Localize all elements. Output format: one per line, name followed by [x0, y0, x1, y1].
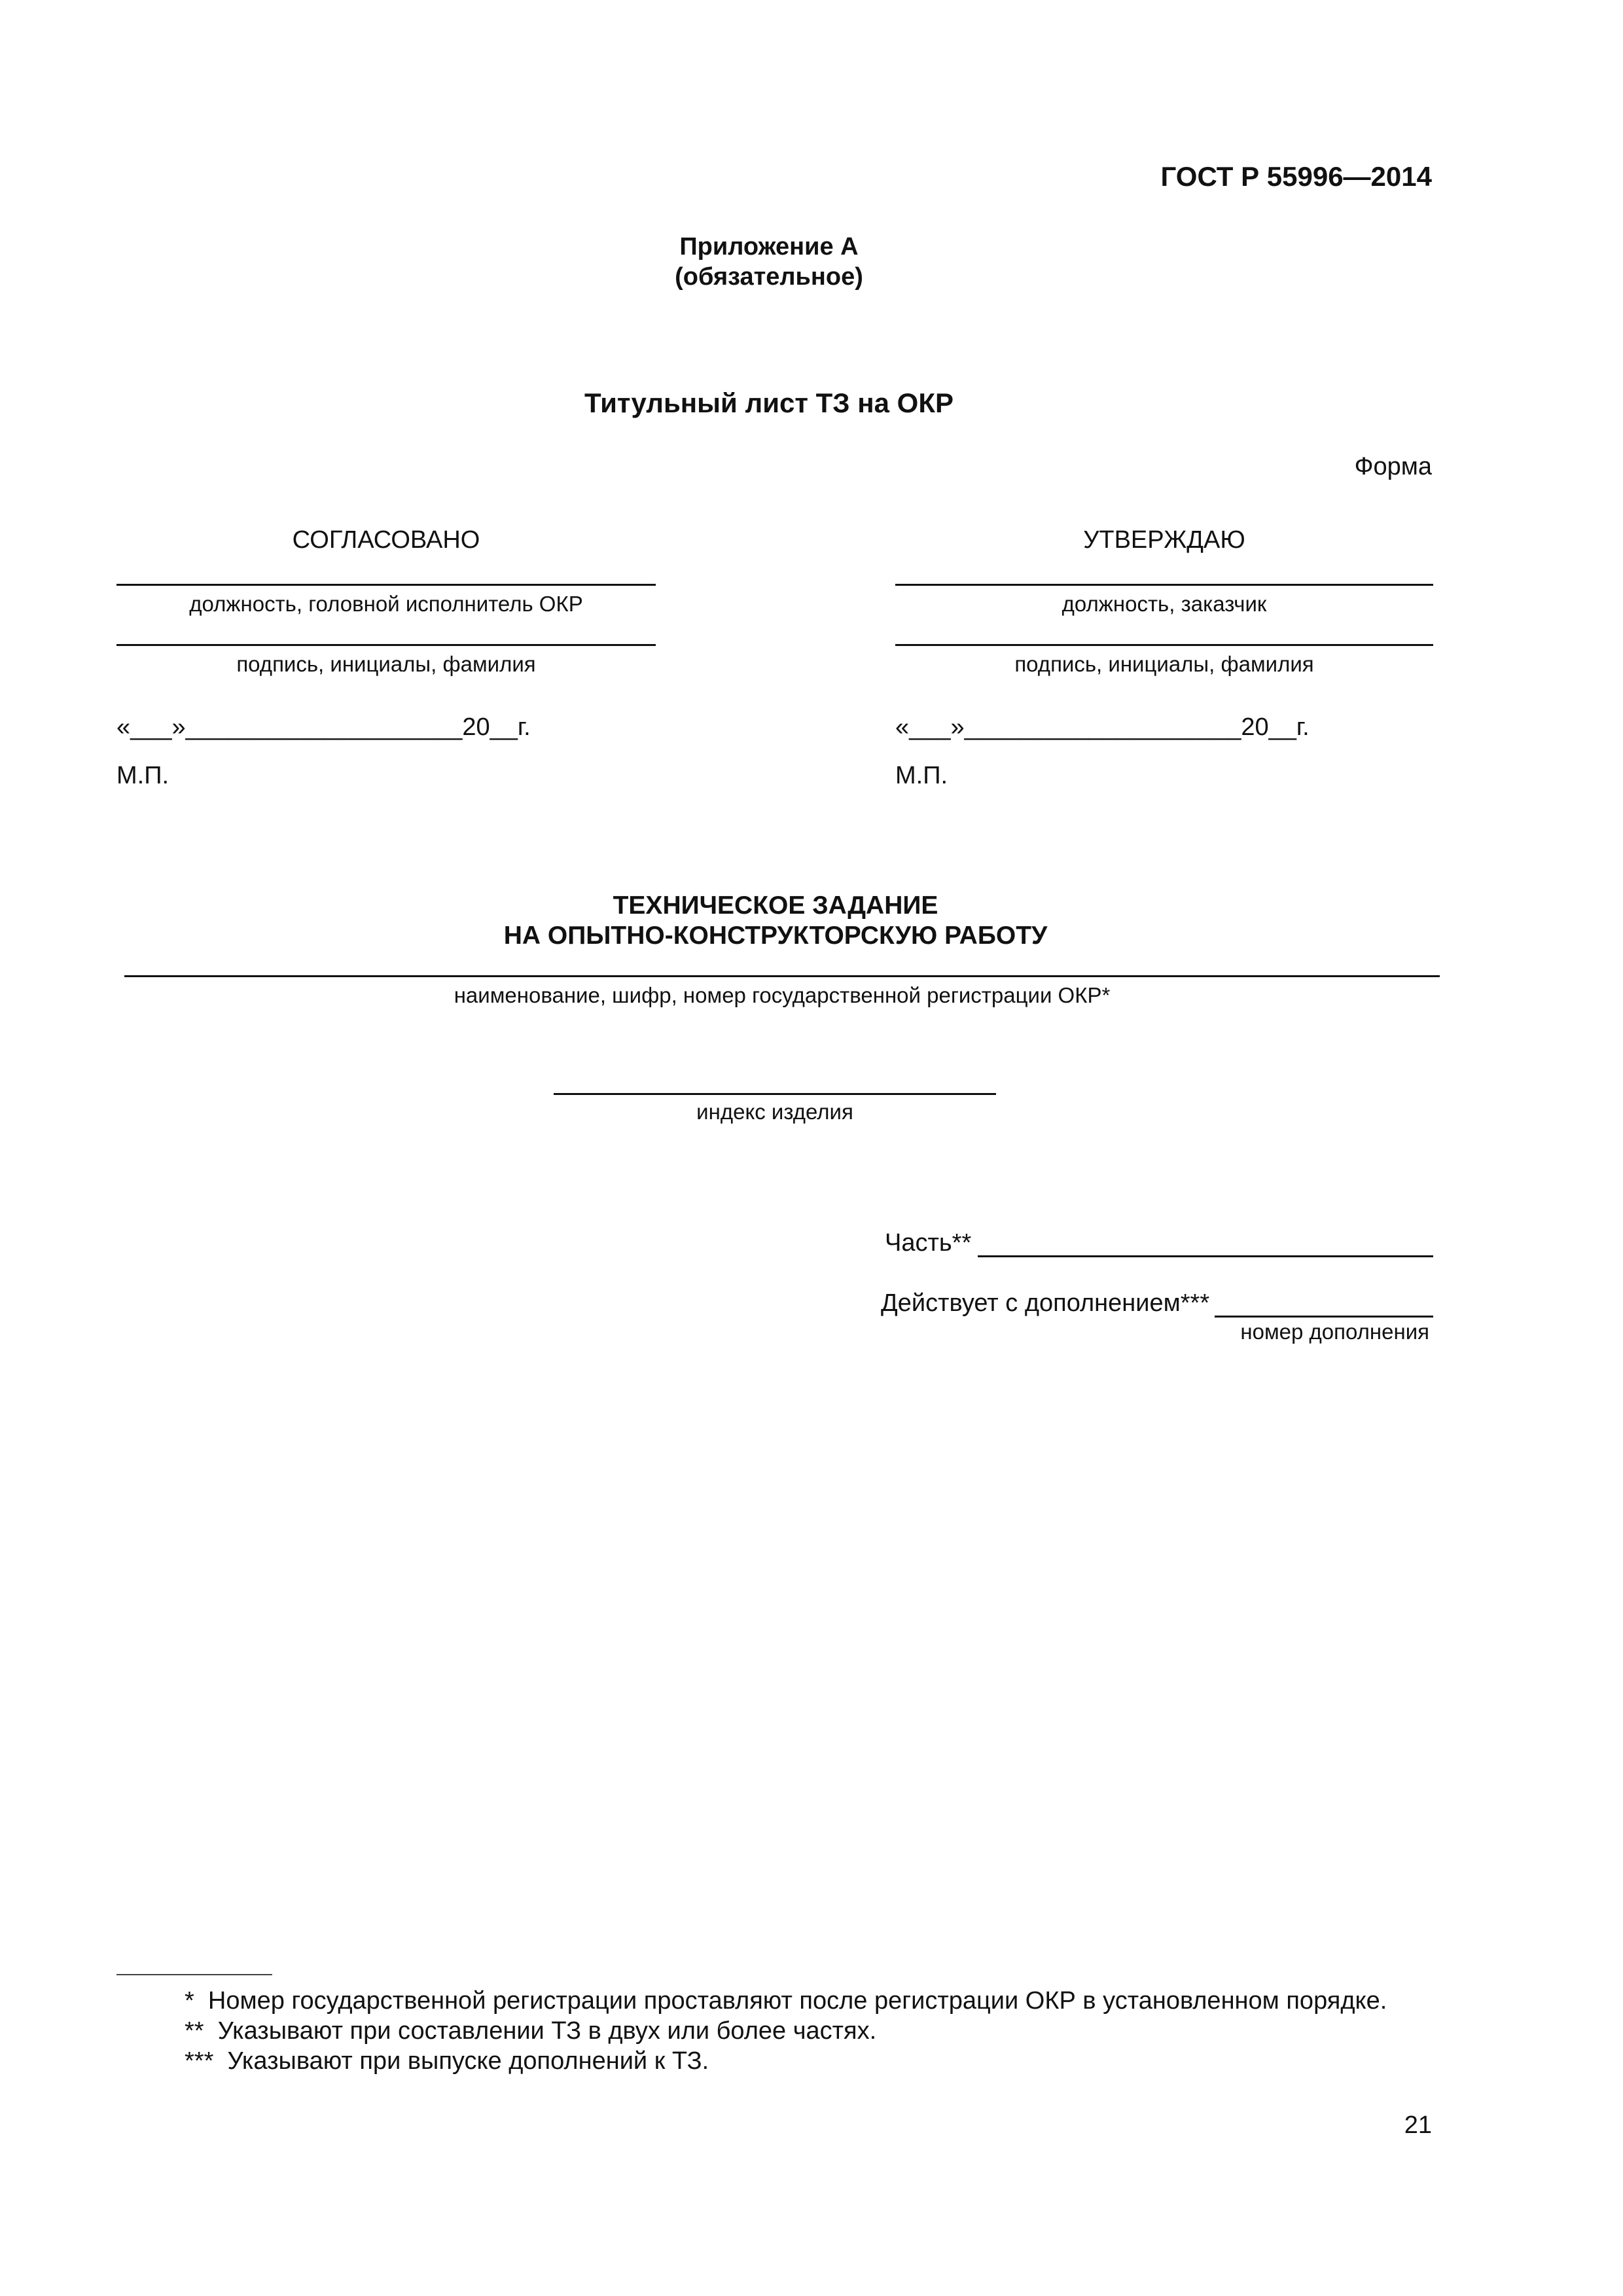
left-date-line[interactable]: «___»____________________20__г. — [116, 713, 531, 741]
right-date-line[interactable]: «___»____________________20__г. — [895, 713, 1310, 741]
left-seal: М.П. — [116, 762, 169, 789]
left-signature-line[interactable] — [116, 644, 656, 646]
footnote-mark: *** — [185, 2047, 214, 2075]
name-line[interactable] — [124, 975, 1440, 977]
part-label: Часть** — [885, 1229, 972, 1257]
right-seal: М.П. — [895, 762, 948, 789]
footnote-text: Номер государственной регистрации проставляют после регистрации ОКР в установленном порядке. — [207, 1987, 1387, 2015]
appendix-status: (обязательное) — [675, 263, 863, 291]
supplement-line[interactable] — [1215, 1316, 1433, 1318]
left-position-line[interactable] — [116, 584, 656, 586]
document-title-line1: ТЕХНИЧЕСКОЕ ЗАДАНИЕ — [613, 891, 938, 920]
footnote-text: Указывают при выпуске дополнений к ТЗ. — [227, 2047, 709, 2075]
footnote-2 — [185, 2017, 876, 2045]
part-line[interactable] — [978, 1255, 1433, 1257]
document-title-line2: НА ОПЫТНО-КОНСТРУКТОРСКУЮ РАБОТУ — [503, 922, 1048, 950]
right-signature-caption: подпись, инициалы, фамилия — [1014, 652, 1314, 676]
footnote-text: Указывают при составлении ТЗ в двух или более частях. — [217, 2017, 877, 2045]
left-position-caption: должность, головной исполнитель ОКР — [189, 592, 583, 616]
footnote-mark: ** — [185, 2017, 204, 2045]
index-line[interactable] — [554, 1093, 996, 1095]
supplement-label: Действует с дополнением*** — [881, 1289, 1210, 1317]
page-number: 21 — [1404, 2111, 1432, 2139]
supplement-caption: номер дополнения — [1240, 1319, 1429, 1344]
appendix-title: Приложение А — [679, 233, 859, 260]
footnote-mark: * — [185, 1987, 194, 2015]
footnote-1 — [185, 1987, 1387, 2015]
standard-number: ГОСТ Р 55996—2014 — [1160, 161, 1432, 192]
index-caption: индекс изделия — [696, 1100, 853, 1124]
left-heading: СОГЛАСОВАНО — [292, 526, 480, 554]
left-signature-caption: подпись, инициалы, фамилия — [236, 652, 536, 676]
name-caption: наименование, шифр, номер государственной регистрации ОКР* — [454, 983, 1111, 1007]
right-signature-line[interactable] — [895, 644, 1433, 646]
sheet-title: Титульный лист ТЗ на ОКР — [584, 387, 954, 418]
footnote-3 — [185, 2047, 709, 2075]
right-position-caption: должность, заказчик — [1061, 592, 1267, 616]
right-heading: УТВЕРЖДАЮ — [1083, 526, 1245, 554]
form-label: Форма — [1354, 453, 1432, 480]
right-position-line[interactable] — [895, 584, 1433, 586]
footnote-separator — [116, 1974, 272, 1975]
